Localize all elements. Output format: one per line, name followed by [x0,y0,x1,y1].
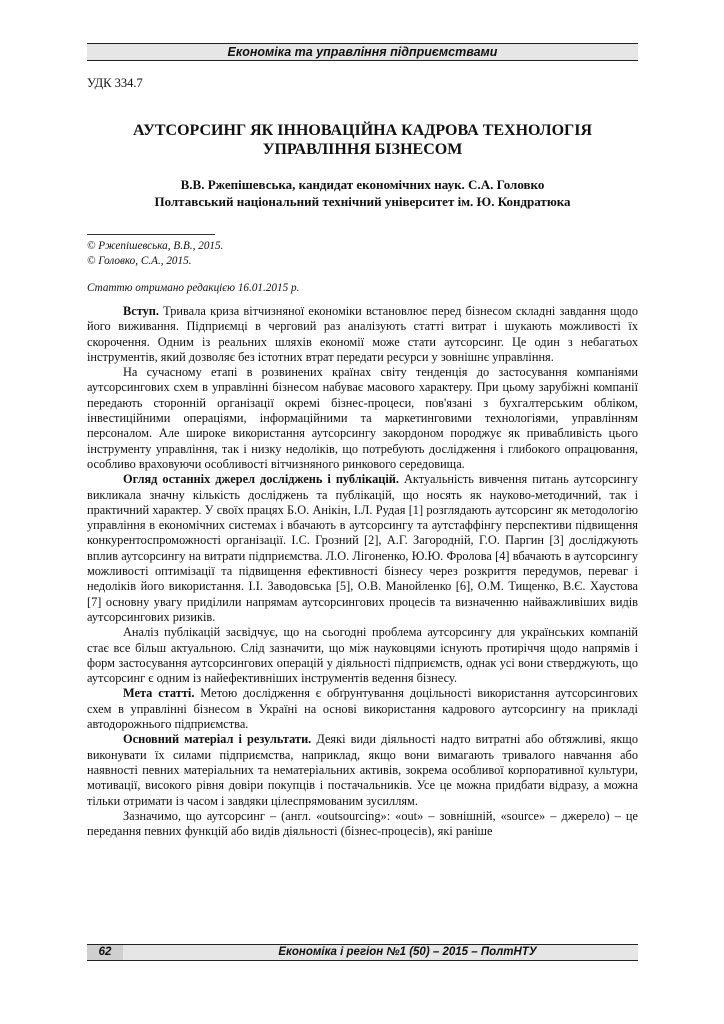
paragraph-text: Актуальність вивчення питань аутсорсингу викликала значну кількість досліджень та публікацій, що носять як науково-методичний, так і практичний характер. У своїх працях Б.О. Анікін, І.Л. Рудая [1] розглядають аутсорсинг як методологію управління в економічних системах і вбачають в аутсорсингу та аутстаффінгу перспективи підвищення конкурентоспроможності організації. І.С. Грозний [2], А.Г. Загородній, Г.О. Паргин [3] досліджують вплив аутсорсингу на витрати підприємства. Л.О. Лігоненко, Ю.Ю. Фролова [4] вбачають в аутсорсингу можливості оптимізації та підвищення ефективності бізнесу через розкриття передумов, переваг і недоліків його використання. І.І. Заводовська [5], О.В. Манойленко [6], О.М. Тищенко, В.Є. Хаустова [7] основну увагу приділили напрямам аутсорсингових процесів та визначенню найважливіших видів аутсорсингових ризиків. [87,472,638,624]
udk-code: УДК 334.7 [87,76,143,90]
paragraph-text: Зазначимо, що аутсорсинг – (англ. «outsourcing»: «out» – зовнішній, «source» – джерело) – це передання певних функцій або видів діяльності (бізнес-процесів), які раніше [87,808,638,839]
copyright-line-2: © Головко, С.А., 2015. [87,255,192,267]
received-date: Статтю отримано редакцією 16.01.2015 р. [87,282,300,294]
footnote-divider [87,234,215,235]
article-title [87,121,638,159]
paragraph-purpose [87,686,638,732]
authors-affiliation: Полтавський національний технічний університет ім. Ю. Кондратюка [154,194,571,209]
section-lead-introduction: Вступ. [123,304,159,318]
section-lead-main-results: Основний матеріал і результати. [123,732,312,747]
journal-section-title: Економіка та управління підприємствами [227,45,498,59]
section-lead-purpose: Мета статті. [123,686,195,701]
paragraph-text: Метою дослідження є обґрунтування доцільності використання аутсорсингових схем в управлінні бізнесом в Україні на основі використання кадрового аутсорсингу на прикладі автодорожнього підприємства. [87,686,638,732]
title-line-2: УПРАВЛІННЯ БІЗНЕСОМ [262,141,463,158]
paragraph-text: На сучасному етапі в розвинених країнах світу тенденція до застосування компаніями аутсорсингових схем в управлінні бізнесом набуває масового характеру. При цьому зарубіжні компанії передають сторонній організації окремі бізнес-процеси, пов'язані з бухгалтерським обліком, інвестиційними операціями, інформаційними та маркетинговими технологіями, управлінням персоналом. Але широке використання аутсорсингу закордоном породжує як привабливість цього інструменту управління, так і низку недоліків, що потребують дослідження і глибокого опрацювання, особливо враховуючи особливості вітчизняного ринкового середовища. [87,365,638,471]
paragraph-introduction [87,304,638,365]
paragraph-text: Деякі види діяльності надто витратні або обтяжливі, якщо виконувати їх силами підприємства, наприклад, якщо вони вимагають тривалого навчання або наявності певних матеріальних та нематеріальних активів, зокрема особливої корпоративної культури, мотивації, високого рівня довіри покупців і постачальників. Усе це можна придбати відразу, а можна тільки отримати із часом і завдяки цілеспрямованим зусиллям. [87,732,638,808]
paragraph-text: Аналіз публікацій засвідчує, що на сьогодні проблема аутсорсингу для українських компаній стає все більш актуальною. Слід зазначити, що між науковцями існують протиріччя щодо напрямів і форм застосування аутсорсингових операцій у діяльності підприємств, однак усі вони стверджують, що аутсорсинг є одним із найефективніших інструментів ведення бізнесу. [87,625,638,686]
section-lead-literature-review: Огляд останніх джерел досліджень і публікацій. [123,472,399,487]
article-body [87,304,638,839]
copyright-line-1: © Ржепішевська, В.В., 2015. [87,240,224,252]
paragraph-text: Тривала криза вітчизняної економіки встановлює перед бізнесом складні завдання щодо його виживання. Підприємці в черговий раз аналізують статті витрат і шукають можливості їх скорочення. Одним із реальних шляхів економії може стати аутсорсинг. Це один з небагатьох інструментів, який дозволяє без істотних втрат передати ресурси у зовнішнє управління. [87,304,638,364]
running-header [87,43,638,61]
paragraph-main-results [87,732,638,808]
page-number: 62 [87,945,123,960]
paragraph-literature-review [87,472,638,625]
journal-issue: Економіка і регіон №1 (50) – 2015 – ПолтНТУ [278,946,537,958]
authors-names: В.В. Ржепішевська, кандидат економічних наук. С.А. Головко [180,177,545,192]
authors-block [87,176,638,210]
running-footer [87,944,638,961]
title-line-1: АУТСОРСИНГ ЯК ІННОВАЦІЙНА КАДРОВА ТЕХНОЛОГІЯ [132,122,593,139]
